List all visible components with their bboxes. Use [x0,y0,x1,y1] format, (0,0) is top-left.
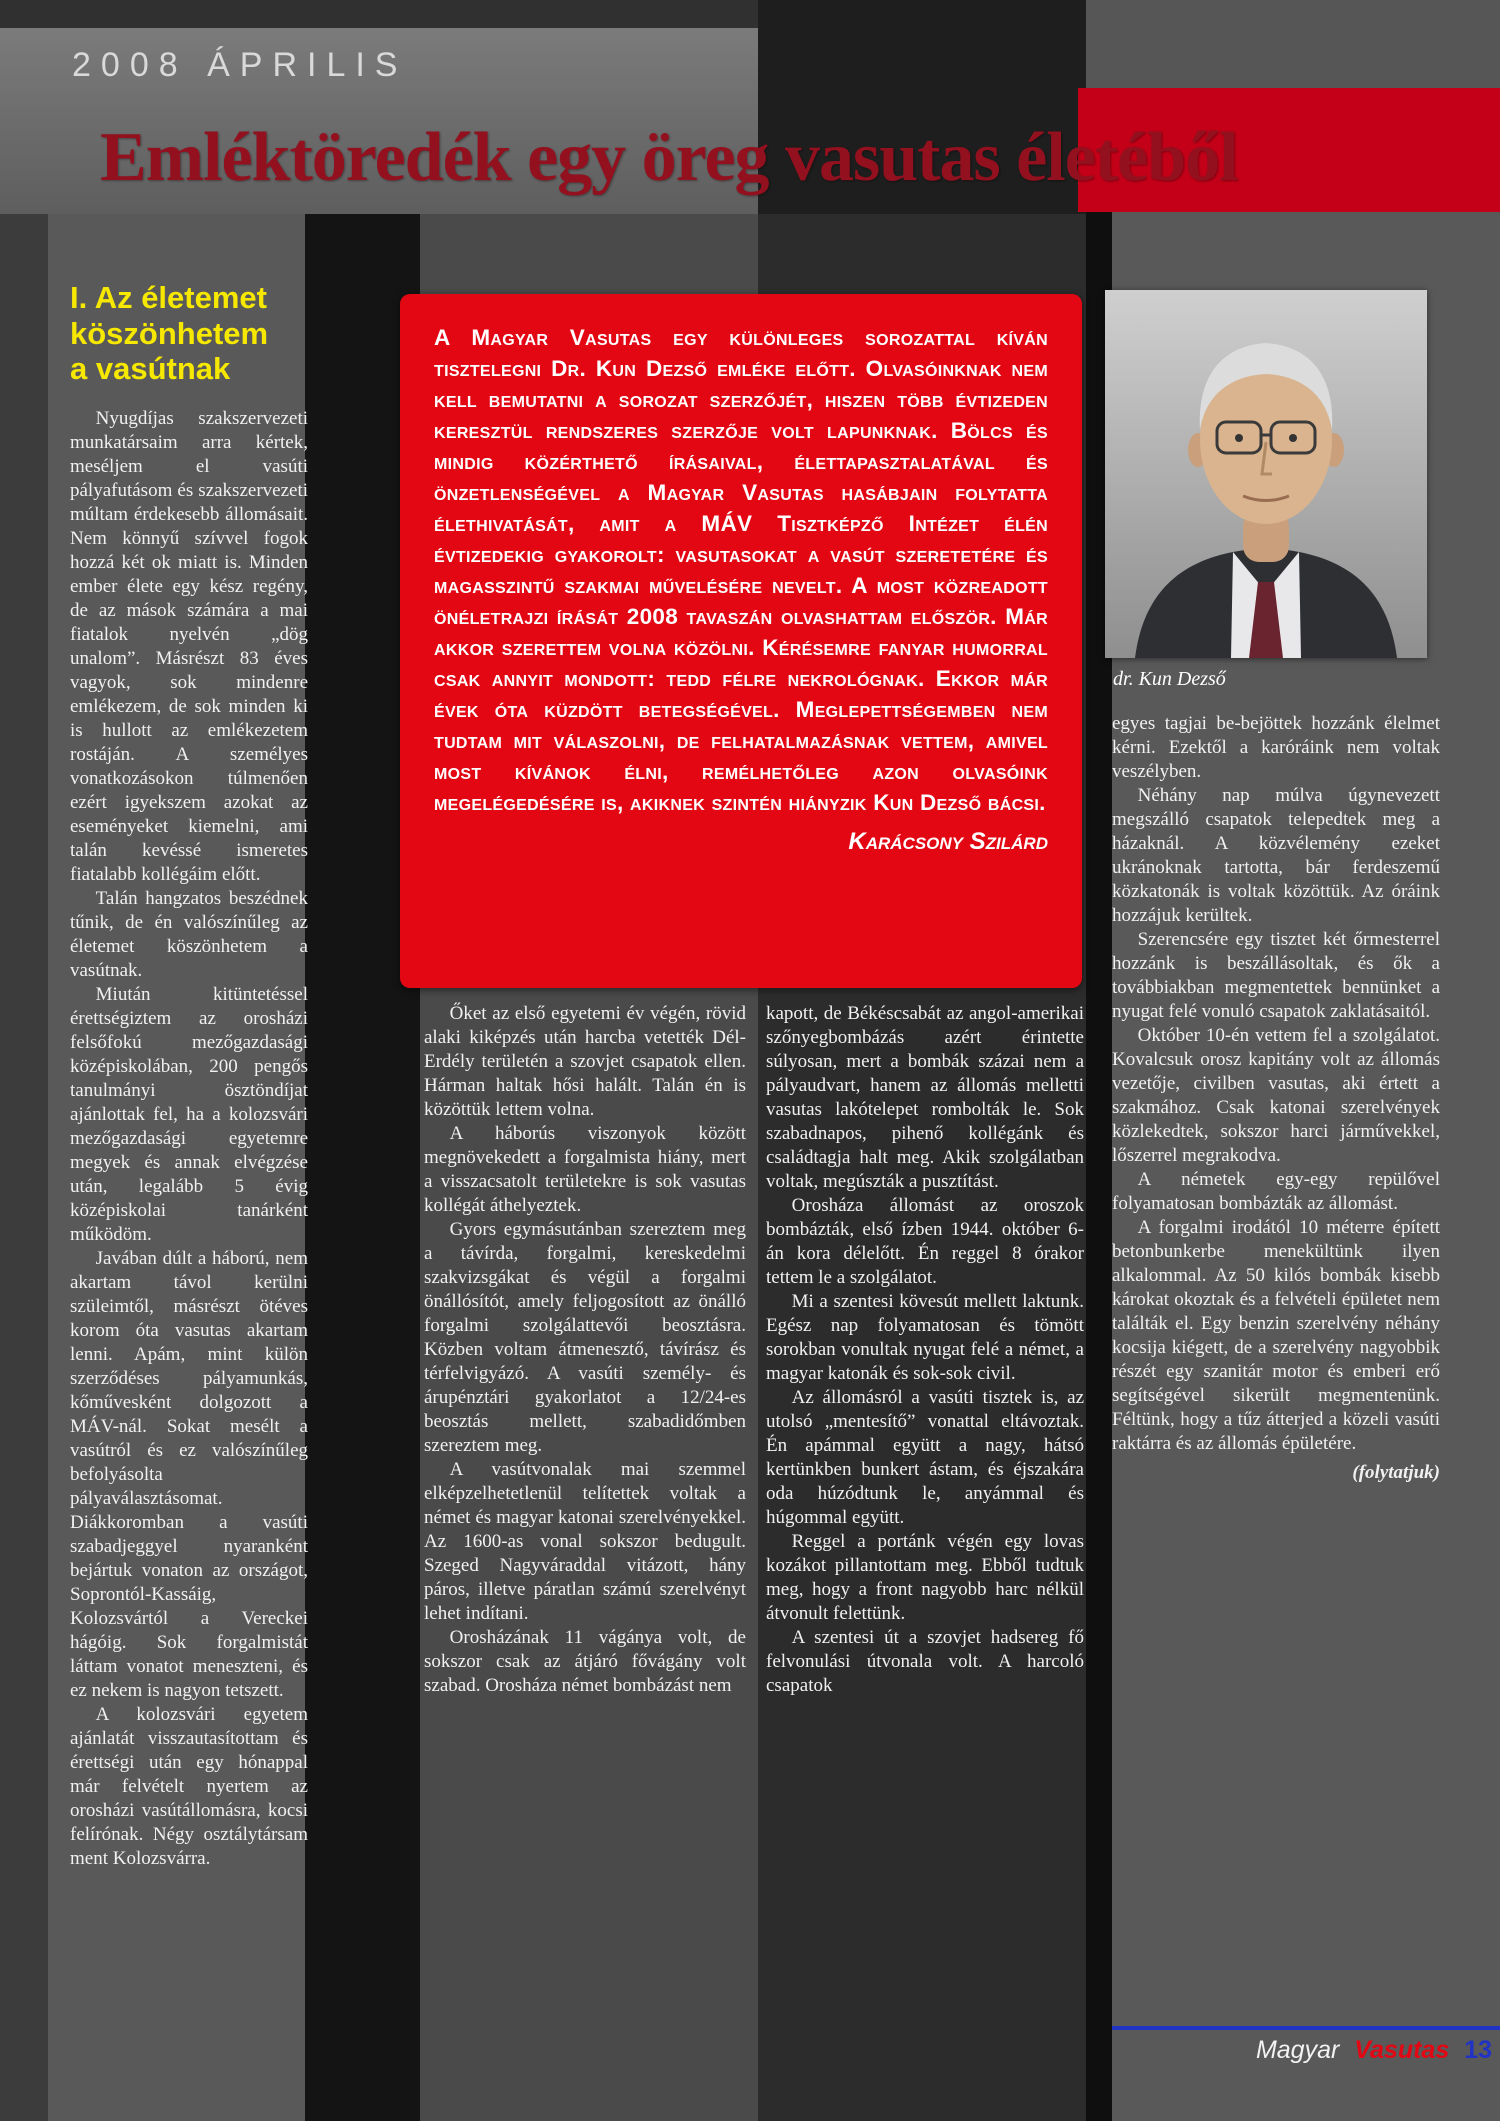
paragraph: A vasútvonalak mai szemmel elképzelhetetlenül telítettek voltak a német és magyar katonai szerelvényekkel. Az 1600-as vonal sokszor bedugult. Szeged Nagyváraddal vitázott, hány páros, illetve páratlan számú szerelvényt lehet indítani. [424,1459,746,1624]
paragraph: köszönhetem [70,315,269,351]
paragraph: Orosházának 11 vágánya volt, de sokszor csak az átjáró fővágány volt szabad. Orosháza német bombázást nem [424,1627,746,1696]
paragraph: I. Az életemet [70,280,267,315]
paragraph: Javában dúlt a háború, nem akartam távol kerülni szüleimtől, másrészt ötéves korom óta vasutas akartam lenni. Apám, mint külön szerződéses pályamunkás, kőművesként dolgozott a MÁV-nál. Sokat mesélt a vasútról és ez valószínűleg befolyásolta pályaválasztásomat. Diákkoromban a vasúti szabadjeggyel nyaranként bejártuk vonaton az országot, Soprontól-Kassáig, Kolozsvártól a Vereckei hágóig. Sok forgalmistát láttam vonatot meneszteni, és ez nekem is nagyon tetszett. [70,1247,308,1701]
page-title: Emléktöredék egy öreg vasutas életéből [100,119,1238,196]
footer-page-number: 13 [1464,2036,1492,2064]
article-column-2 [424,1002,746,2094]
left-column-body [70,407,308,1871]
right-column-body [1112,712,1440,1456]
paragraph: Nyugdíjas szakszervezeti munkatársaim arra kértek, meséljem el vasúti pályafutásom és szakszervezeti múltam érdekesebb állomásait. Nem könnyű szívvel fogok hozzá két ok miatt is. Minden ember élete egy kész regény, de az mások számára a mai fiatalok nyelvén „dög unalom”. Másrészt 83 éves vagyok, sok mindenre emlékezem, de sok minden ki is hullott az emlékezetem rostáján. A személyes vonatkozásokon túlmenően ezért igyekszem azokat az eseményeket kiemelni, ami talán kevéssé ismeretes fiatalabb kollégáim előtt. [70,407,308,885]
paragraph: a vasútnak [70,351,231,387]
paragraph: Szerencsére egy tisztet két őrmesterrel hozzánk is beszállásoltak, és ők a továbbiakban megmentettek bennünket a nyugat felé vonuló csapatok zaklatásaitól. [1112,929,1440,1022]
paragraph: A forgalmi irodától 10 méterre épített betonbunkerbe menekültünk ilyen alkalommal. Az 50 kilós bombák kisebb károkat okoztak és a felvételi épületet nem találták el. Egy benzin szerelvény néhány kocsija kiégett, de a szerelvény nagyobbik részét egy szanitár motor és emberi erő segítségével sikerült megmentenünk. Féltünk, hogy a tűz átterjed a közeli vasúti raktárra és az állomás épületére. [1112,1217,1440,1454]
paragraph: Miután kitüntetéssel érettségiztem az orosházi felsőfokú mezőgazdasági középiskolában, 200 pengős tanulmányi ösztöndíjat ajánlottak fel, ha a kolozsvári mezőgazdasági egyetemre megyek és annak elvégzése után, legalább 5 évig középiskolai tanárként működöm. [70,983,308,1245]
photo-caption: dr. Kun Dezső [1113,668,1226,690]
article-column-4 [1112,712,1444,2012]
footer-divider [1112,2026,1500,2030]
paragraph: A háborús viszonyok között megnövekedett a forgalmista hiány, mert a visszacsatolt területekre is sok vasutas kollégát áthelyeztek. [424,1123,746,1216]
paragraph: Az állomásról a vasúti tisztek is, az utolsó „mentesítő” vonattal eltávoztak. Én apámmal együtt a nagy, hátsó kertünkben bunkert ástam, és éjszakára oda húzódtunk le, anyámmal és húgommal együtt. [766,1387,1084,1528]
footer [1112,2036,1492,2065]
portrait-illustration [1105,290,1427,658]
paragraph: kapott, de Békéscsabát az angol-amerikai szőnyegbombázás azért érintette súlyosan, mert a bombák százai nem a pályaudvart, hanem az állomás melletti vasutas lakótelepet rombolták le. Sok szabadnapos, pihenő kollégánk és családtagja halt meg. Akik szolgálatban voltak, megúszták a pusztítást. [766,1003,1084,1192]
paragraph: Talán hangzatos beszédnek tűnik, de én valószínűleg az életemet köszönhetem a vasútnak. [70,887,308,981]
date-label: 2008 ÁPRILIS [72,46,408,84]
paragraph: Néhány nap múlva úgynevezett megszálló csapatok telepedtek meg a házaknál. A közvélemény ezeket ukránoknak tartotta, bár ferdeszemű közkatonák is voltak közöttük. Az óráink hozzájuk kerültek. [1112,785,1440,926]
magazine-name-part2: Vasutas [1354,2036,1450,2064]
magazine-name-part1: Magyar [1255,2036,1340,2064]
intro-text: A Magyar Vasutas egy különleges sorozattal kíván tisztelegni Dr. Kun Dezső emléke előtt. Olvasóinknak nem kell bemutatni a sorozat szerzőjét, hiszen több évtizeden keresztül rendszeres szerzője volt lapunknak. Bölcs és mindig közérthető írásaival, élettapasztalatával és önzetlenségével a Magyar Vasutas hasábjain folytatta élethivatását, amit a MÁV Tisztképző Intézet élén évtizedekig gyakorolt: vasutasokat a vasút szeretetére és magasszintű szakmai művelésére nevelt. A most közreadott önéletrajzi írását 2008 tavaszán olvashattam először. Már akkor szerettem volna közölni. Kérésemre fanyar humorral csak annyit mondott: tedd félre nekrológnak. Ekkor már évek óta küzdött betegségével. Meglepettségemben nem tudtam mit válaszolni, de felhatalmazásnak vettem, amivel most kívánok élni, remélhetőleg azon olvasóink megelégedésére is, akiknek szintén hiányzik Kun Dezső bácsi. [434,325,1048,815]
intro-box [400,294,1082,988]
paragraph: A szentesi út a szovjet hadsereg fő felvonulási útvonala volt. A harcoló csapatok [766,1627,1084,1696]
paragraph: Reggel a portánk végén egy lovas kozákot pillantottam meg. Ebből tudtuk meg, hogy a front nagyobb harc nélkül átvonult felettünk. [766,1531,1084,1624]
article-column-3 [766,1002,1084,2094]
paragraph: Október 10-én vettem fel a szolgálatot. Kovalcsuk orosz kapitány volt az állomás vezetője, civilben vasutas, aki értett a szakmához. Csak katonai szerelvények közlekedtek, sokszor harci járművekkel, lőszerrel megrakodva. [1112,1025,1440,1166]
closing-note: (folytatjuk) [1352,1462,1440,1483]
left-column [70,280,308,2084]
paragraph: A németek egy-egy repülővel folyamatosan bombázták az állomást. [1112,1169,1440,1214]
paragraph: Orosháza állomást az oroszok bombázták, első ízben 1944. október 6-án kora délelőtt. Én reggel 8 órakor tettem le a szolgálatot. [766,1195,1084,1288]
paragraph: Gyors egymásutánban szereztem meg a távírda, forgalmi, kereskedelmi szakvizsgákat és végül a forgalmi önállósítót, amely feljogosított az önálló forgalmi szolgálattevői beosztásra. Közben voltam átmenesztő, távírász és térfelvigyázó. A vasúti személy- és árupénztári gyakorlatot a 12/24-es beosztás mellett, szabadidőmben szereztem meg. [424,1219,746,1456]
intro-signature: Karácsony Szilárd [848,828,1048,855]
paragraph: egyes tagjai be-bejöttek hozzánk élelmet kérni. Ezektől a karóráink nem voltak veszélyben. [1112,713,1440,782]
background-stripe [0,0,48,2121]
paragraph: A kolozsvári egyetem ajánlatát visszautasítottam és érettségi után egy hónappal már felvételt nyertem az orosházi vasútállomásra, kocsi felírónak. Négy osztálytársam ment Kolozsvárra. [70,1703,308,1869]
section-heading [70,280,308,387]
top-right-gray-band [1086,0,1500,88]
portrait-photo [1105,290,1427,658]
paragraph: Őket az első egyetemi év végén, rövid alaki kiképzés után harcba vetették Dél-Erdély területén a szovjet csapatok ellen. Hárman haltak hősi halált. Talán én is közöttük lettem volna. [424,1003,746,1120]
paragraph: Mi a szentesi kövesút mellett laktunk. Egész nap folyamatosan és tömött sorokban vonultak nyugat felé a német, a magyar katonák és sok-sok civil. [766,1291,1084,1384]
